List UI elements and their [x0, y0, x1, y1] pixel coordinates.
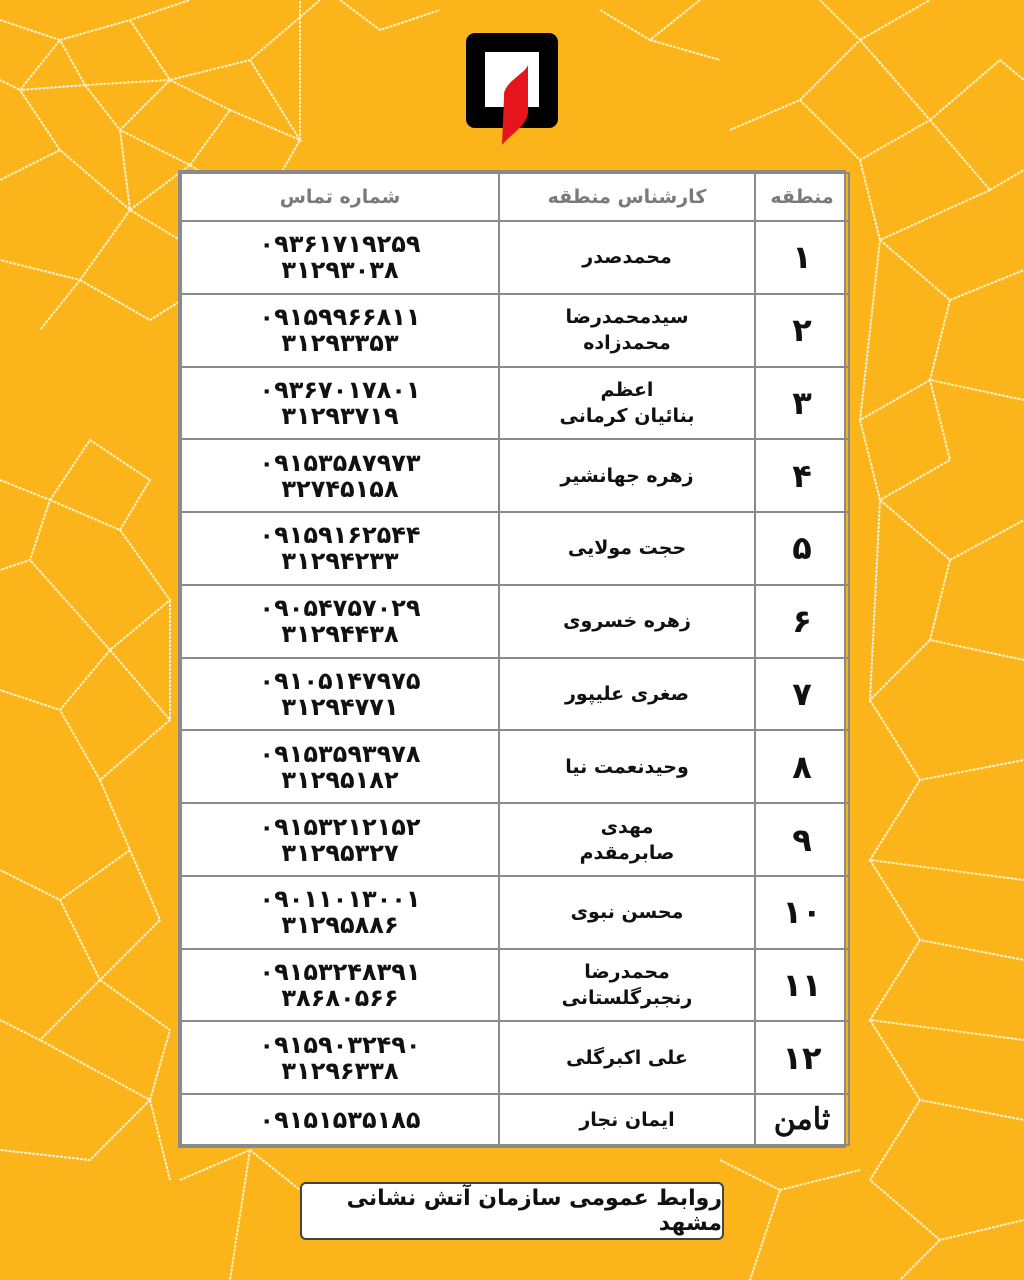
- table-row: [181, 1021, 849, 1094]
- regional-experts-table: [180, 172, 850, 1146]
- footer-caption: روابط عمومی سازمان آتش نشانی مشهد: [300, 1182, 724, 1240]
- expert-name: محمدرضا رنجبرگلستانی: [499, 949, 755, 1022]
- expert-name: محسن نبوی: [499, 876, 755, 949]
- region-number: ثامن: [755, 1094, 849, 1145]
- phone-numbers: [181, 512, 499, 585]
- fire-department-logo-icon: [466, 33, 558, 128]
- mobile-number: ۰۹۱۵۹۰۳۲۴۹۰: [259, 1030, 421, 1059]
- expert-name: محمدصدر: [499, 221, 755, 294]
- expert-name: ایمان نجار: [499, 1094, 755, 1145]
- expert-name: زهره جهانشیر: [499, 439, 755, 512]
- region-number: ۳: [755, 367, 849, 440]
- region-number: ۱۰: [755, 876, 849, 949]
- landline-number: ۳۱۲۹۵۳۲۷: [281, 838, 399, 867]
- region-number: ۴: [755, 439, 849, 512]
- phone-numbers: [181, 658, 499, 731]
- table-row: [181, 439, 849, 512]
- table-row: [181, 1094, 849, 1145]
- phone-numbers: [181, 1021, 499, 1094]
- expert-name: وحیدنعمت نیا: [499, 730, 755, 803]
- region-number: ۸: [755, 730, 849, 803]
- phone-numbers: [181, 367, 499, 440]
- landline-number: ۳۲۷۴۵۱۵۸: [281, 474, 399, 503]
- landline-number: ۳۱۲۹۳۷۱۹: [281, 401, 399, 430]
- mobile-number: ۰۹۱۵۳۲۱۲۱۵۲: [259, 812, 421, 841]
- phone-numbers: [181, 221, 499, 294]
- mobile-number: ۰۹۱۵۳۵۸۷۹۷۳: [259, 448, 421, 477]
- table-row: [181, 730, 849, 803]
- landline-number: ۳۱۲۹۳۳۵۳: [281, 329, 399, 358]
- table-row: [181, 803, 849, 876]
- header-phone: شماره تماس: [181, 173, 499, 221]
- mobile-number: ۰۹۱۵۹۱۶۲۵۴۴: [259, 521, 421, 550]
- phone-numbers: [181, 803, 499, 876]
- phone-numbers: [181, 730, 499, 803]
- expert-name: علی اکبرگلی: [499, 1021, 755, 1094]
- phone-numbers: [181, 949, 499, 1022]
- table-row: [181, 949, 849, 1022]
- mobile-number: ۰۹۱۵۱۵۳۵۱۸۵: [259, 1105, 421, 1134]
- mobile-number: ۰۹۱۵۹۹۶۶۸۱۱: [259, 303, 421, 332]
- landline-number: ۳۱۲۹۴۲۳۳: [281, 547, 399, 576]
- region-number: ۲: [755, 294, 849, 367]
- table-row: [181, 585, 849, 658]
- phone-numbers: [181, 1094, 499, 1145]
- table-row: [181, 876, 849, 949]
- mobile-number: ۰۹۳۶۷۰۱۷۸۰۱: [259, 375, 421, 404]
- expert-name: حجت مولایی: [499, 512, 755, 585]
- phone-numbers: [181, 585, 499, 658]
- header-region: منطقه: [755, 173, 849, 221]
- region-number: ۱۱: [755, 949, 849, 1022]
- table-row: [181, 367, 849, 440]
- expert-name: سیدمحمدرضا محمدزاده: [499, 294, 755, 367]
- header-expert: کارشناس منطقه: [499, 173, 755, 221]
- table-header-row: [181, 173, 849, 221]
- landline-number: ۳۱۲۹۴۷۷۱: [281, 692, 399, 721]
- mobile-number: ۰۹۳۶۱۷۱۹۲۵۹: [259, 230, 421, 259]
- mobile-number: ۰۹۱۵۳۵۹۳۹۷۸: [259, 739, 421, 768]
- mobile-number: ۰۹۰۵۴۷۵۷۰۲۹: [259, 594, 421, 623]
- landline-number: ۳۸۶۸۰۵۶۶: [281, 984, 399, 1013]
- table-row: [181, 221, 849, 294]
- table-row: [181, 294, 849, 367]
- table-row: [181, 658, 849, 731]
- region-number: ۹: [755, 803, 849, 876]
- landline-number: ۳۱۲۹۵۸۸۶: [281, 911, 399, 940]
- mobile-number: ۰۹۱۰۵۱۴۷۹۷۵: [259, 666, 421, 695]
- phone-numbers: [181, 439, 499, 512]
- expert-name: زهره خسروی: [499, 585, 755, 658]
- phone-numbers: [181, 294, 499, 367]
- landline-number: ۳۱۲۹۳۰۳۸: [281, 256, 399, 285]
- phone-numbers: [181, 876, 499, 949]
- contacts-table-container: [178, 170, 846, 1148]
- landline-number: ۳۱۲۹۴۴۳۸: [281, 620, 399, 649]
- landline-number: ۳۱۲۹۶۳۳۸: [281, 1056, 399, 1085]
- mobile-number: ۰۹۰۱۱۰۱۳۰۰۱: [259, 885, 421, 914]
- landline-number: ۳۱۲۹۵۱۸۲: [281, 765, 399, 794]
- region-number: ۱: [755, 221, 849, 294]
- region-number: ۷: [755, 658, 849, 731]
- expert-name: اعظم بنائیان کرمانی: [499, 367, 755, 440]
- table-row: [181, 512, 849, 585]
- region-number: ۱۲: [755, 1021, 849, 1094]
- mobile-number: ۰۹۱۵۳۲۴۸۳۹۱: [259, 958, 421, 987]
- region-number: ۵: [755, 512, 849, 585]
- region-number: ۶: [755, 585, 849, 658]
- expert-name: مهدی صابرمقدم: [499, 803, 755, 876]
- expert-name: صغری علیپور: [499, 658, 755, 731]
